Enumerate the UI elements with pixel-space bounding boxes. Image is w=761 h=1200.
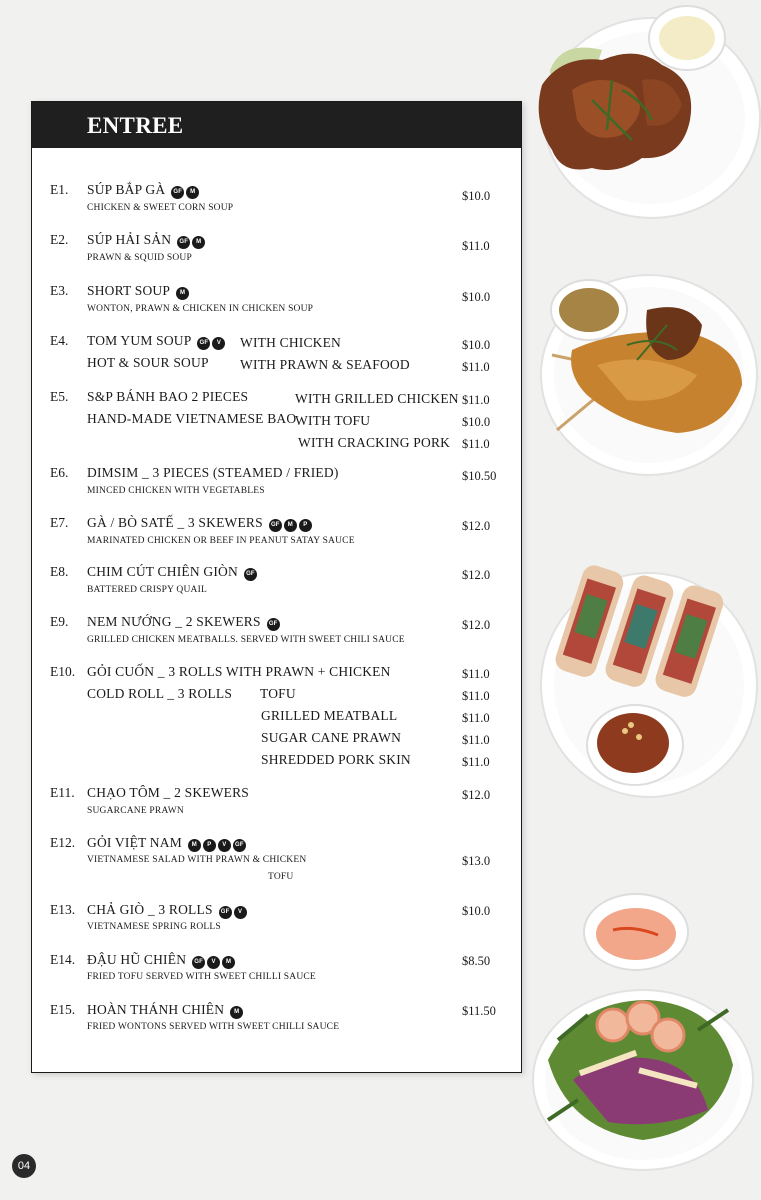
item-option: WITH CRACKING PORK	[298, 435, 451, 450]
badge-p: P	[299, 519, 312, 532]
section-title: ENTREE	[87, 113, 184, 138]
item-code: E7.	[50, 515, 69, 530]
photo-cold-rolls	[525, 555, 761, 805]
item-description: CHICKEN & SWEET CORN SOUP	[87, 203, 234, 213]
item-code: E3.	[50, 283, 69, 298]
item-name: SÚP BẮP GÀ GF M	[87, 182, 199, 199]
item-name: SÚP HẢI SẢN GF M	[87, 232, 205, 249]
item-price: $11.0	[462, 360, 490, 374]
photo-fried-quail	[522, 0, 761, 230]
item-name: ĐẬU HŨ CHIÊN GF V M	[87, 952, 235, 969]
badge-gf: GF	[197, 337, 210, 350]
item-subtitle: HAND-MADE VIETNAMESE BAO	[87, 411, 297, 426]
badge-gf: GF	[171, 186, 184, 199]
item-code: E11.	[50, 785, 75, 800]
item-price: $10.0	[462, 904, 491, 918]
item-name: SHORT SOUP M	[87, 283, 189, 300]
item-code: E14.	[50, 952, 76, 967]
item-description: FRIED WONTONS SERVED WITH SWEET CHILLI SAUCE	[87, 1022, 340, 1032]
badge-m: M	[222, 956, 235, 969]
badge-m: M	[188, 839, 201, 852]
item-description: PRAWN & SQUID SOUP	[87, 253, 192, 263]
badge-m: M	[176, 287, 189, 300]
item-code: E15.	[50, 1002, 76, 1017]
item-name: GỎI CUỐN _ 3 ROLLS WITH PRAWN + CHICKEN	[87, 664, 391, 679]
item-code: E10.	[50, 664, 76, 679]
badge-gf: GF	[233, 839, 246, 852]
item-price: $11.0	[462, 437, 490, 451]
badge-m: M	[230, 1006, 243, 1019]
item-code: E1.	[50, 182, 69, 197]
badge-m: M	[284, 519, 297, 532]
item-price: $12.0	[462, 568, 491, 582]
item-price: $11.0	[462, 667, 490, 681]
item-option: WITH TOFU	[295, 413, 371, 428]
item-description: VIETNAMESE SPRING ROLLS	[87, 922, 221, 932]
item-description: GRILLED CHICKEN MEATBALLS. SERVED WITH SWEET CHILI SAUCE	[87, 635, 405, 645]
item-price: $8.50	[462, 954, 491, 968]
badge-gf: GF	[192, 956, 205, 969]
photo-vietnamese-salad	[518, 890, 761, 1180]
item-price: $10.0	[462, 189, 491, 203]
item-name: S&P BÁNH BAO 2 PIECES	[87, 389, 249, 404]
item-name-alt: HOT & SOUR SOUP	[87, 355, 209, 370]
badge-v: V	[234, 906, 247, 919]
badge-gf: GF	[244, 568, 257, 581]
item-description: WONTON, PRAWN & CHICKEN IN CHICKEN SOUP	[87, 304, 314, 314]
item-code: E9.	[50, 614, 69, 629]
badge-gf: GF	[219, 906, 232, 919]
badge-m: M	[186, 186, 199, 199]
badge-v: V	[207, 956, 220, 969]
item-description: VIETNAMESE SALAD WITH PRAWN & CHICKEN	[87, 855, 307, 865]
item-description: SUGARCANE PRAWN	[87, 806, 184, 816]
item-price: $12.0	[462, 519, 491, 533]
item-option: WITH CHICKEN	[240, 335, 342, 350]
item-price: $10.50	[462, 469, 497, 483]
item-subtitle: COLD ROLL _ 3 ROLLS	[87, 686, 233, 701]
item-option: TOFU	[260, 686, 296, 701]
item-name: TOM YUM SOUP GF V	[87, 333, 225, 350]
badge-gf: GF	[267, 618, 280, 631]
badge-v: V	[212, 337, 225, 350]
badge-p: P	[203, 839, 216, 852]
item-description: MINCED CHICKEN WITH VEGETABLES	[87, 486, 265, 496]
badge-m: M	[192, 236, 205, 249]
item-code: E5.	[50, 389, 69, 404]
item-name: HOÀN THÁNH CHIÊN M	[87, 1002, 243, 1019]
item-description: BATTERED CRISPY QUAIL	[87, 585, 207, 595]
item-price: $11.0	[462, 733, 490, 747]
item-name: NEM NƯỚNG _ 2 SKEWERS GF	[87, 614, 280, 631]
item-option: SHREDDED PORK SKIN	[261, 752, 411, 767]
item-code: E4.	[50, 333, 69, 348]
item-price: $11.0	[462, 689, 490, 703]
item-code: E6.	[50, 465, 69, 480]
item-name: GỎI VIỆT NAM M P V GF	[87, 835, 246, 852]
item-description: MARINATED CHICKEN OR BEEF IN PEANUT SATAY SAUCE	[87, 536, 355, 546]
item-price: $11.0	[462, 755, 490, 769]
item-option: WITH PRAWN & SEAFOOD	[240, 357, 410, 372]
item-price: $11.50	[462, 1004, 496, 1018]
item-description-alt: TOFU	[268, 872, 294, 882]
item-description: FRIED TOFU SERVED WITH SWEET CHILLI SAUCE	[87, 972, 316, 982]
item-option: SUGAR CANE PRAWN	[261, 730, 402, 745]
item-price: $12.0	[462, 618, 491, 632]
section-header	[32, 102, 521, 148]
badge-gf: GF	[269, 519, 282, 532]
item-price: $11.0	[462, 239, 490, 253]
item-price: $10.0	[462, 290, 491, 304]
item-option: WITH GRILLED CHICKEN	[295, 391, 459, 406]
photo-satay-skewers	[527, 265, 761, 480]
item-code: E2.	[50, 232, 69, 247]
badge-gf: GF	[177, 236, 190, 249]
item-price: $10.0	[462, 338, 491, 352]
badge-v: V	[218, 839, 231, 852]
item-name: GÀ / BÒ SATẾ _ 3 SKEWERS GF M P	[87, 515, 312, 532]
item-price: $13.0	[462, 854, 491, 868]
item-name: DIMSIM _ 3 PIECES (STEAMED / FRIED)	[87, 465, 339, 480]
item-option: GRILLED MEATBALL	[261, 708, 398, 723]
menu-panel	[31, 101, 522, 1073]
item-price: $11.0	[462, 711, 490, 725]
item-price: $10.0	[462, 415, 491, 429]
item-price: $11.0	[462, 393, 490, 407]
item-price: $12.0	[462, 788, 491, 802]
page-number: 04	[12, 1154, 36, 1178]
item-name: CHẢ GIÒ _ 3 ROLLS GF V	[87, 902, 247, 919]
item-code: E13.	[50, 902, 76, 917]
item-code: E8.	[50, 564, 69, 579]
item-name: CHIM CÚT CHIÊN GIÒN GF	[87, 564, 257, 581]
item-name: CHẠO TÔM _ 2 SKEWERS	[87, 785, 250, 800]
item-code: E12.	[50, 835, 76, 850]
